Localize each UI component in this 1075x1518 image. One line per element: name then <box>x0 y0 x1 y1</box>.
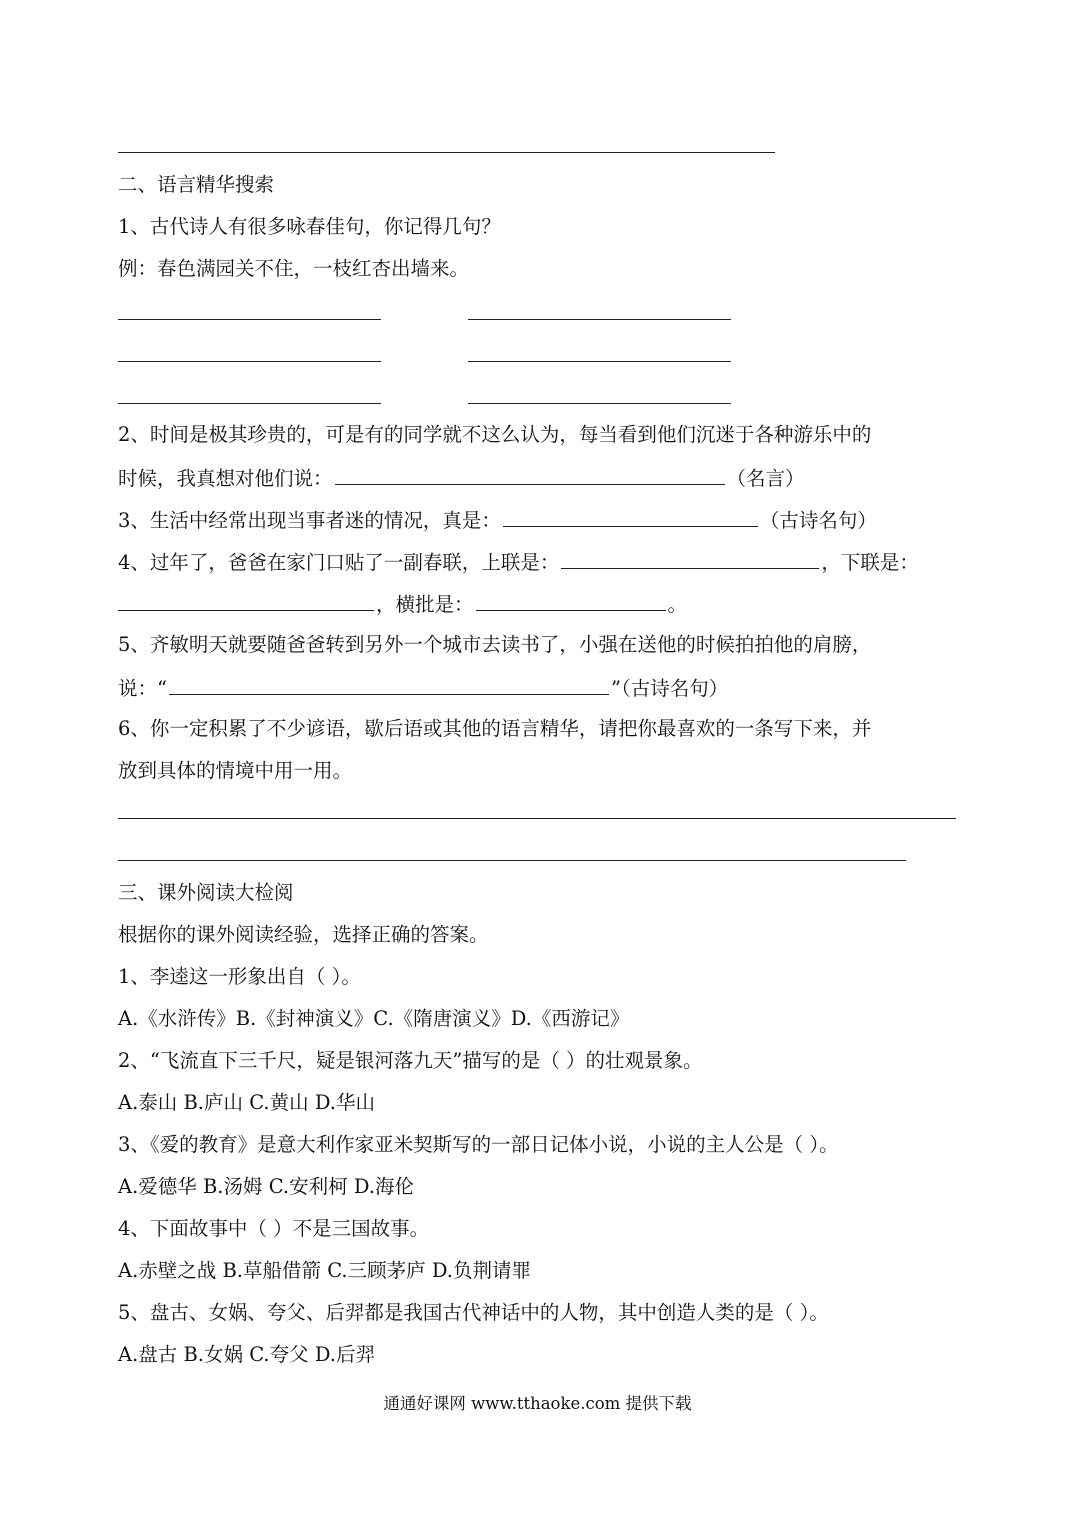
answer-line-q6-2 <box>118 860 906 861</box>
q1-example: 例：春色满园关不住，一枝红杏出墙来。 <box>118 257 470 280</box>
q5-answer-blank[interactable] <box>169 672 609 695</box>
answer-line-top <box>118 152 775 153</box>
mc-options-5: A.盘古 B.女娲 C.夸父 D.后羿 <box>118 1343 375 1366</box>
q4-line2 <box>116 588 687 620</box>
section3-intro: 根据你的课外阅读经验，选择正确的答案。 <box>118 923 489 946</box>
answer-line-q1-2b <box>468 361 731 362</box>
q5-prefix: 说：“ <box>118 677 167 700</box>
q2-suffix: （名言） <box>726 467 805 490</box>
q4-horizontal-blank[interactable] <box>476 588 666 611</box>
q5-line2 <box>118 672 728 704</box>
q3-line <box>118 504 877 536</box>
answer-line-q1-1b <box>468 319 731 320</box>
q4-line2-mid: ，横批是： <box>376 593 474 616</box>
mc-question-3: 3、《爱的教育》是意大利作家亚米契斯写的一部日记体小说，小说的主人公是（ ）。 <box>118 1133 839 1156</box>
section3-heading: 三、课外阅读大检阅 <box>118 881 294 904</box>
mc-question-5: 5、盘古、女娲、夸父、后羿都是我国古代神话中的人物，其中创造人类的是（ ）。 <box>118 1301 829 1324</box>
section2-heading: 二、语言精华搜索 <box>118 173 275 196</box>
answer-line-q6-1 <box>118 818 956 819</box>
q2-answer-blank[interactable] <box>335 462 725 485</box>
mc-options-2: A.泰山 B.庐山 C.黄山 D.华山 <box>118 1091 375 1114</box>
q5-line1: 5、齐敏明天就要随爸爸转到另外一个城市去读书了，小强在送他的时候拍拍他的肩膀， <box>118 633 872 656</box>
mc-question-1: 1、李逵这一形象出自（ ）。 <box>118 965 361 988</box>
q3-answer-blank[interactable] <box>503 504 758 527</box>
q2-prefix: 时候，我真想对他们说： <box>118 467 333 490</box>
q4-upper-blank[interactable] <box>561 546 819 569</box>
q4-line1 <box>118 546 919 578</box>
q2-line1: 2、时间是极其珍贵的，可是有的同学就不这么认为，每当看到他们沉迷于各种游乐中的 <box>118 423 872 446</box>
answer-line-q1-3b <box>468 403 731 404</box>
mc-question-2: 2、“飞流直下三千尺，疑是银河落九天”描写的是（ ）的壮观景象。 <box>118 1049 703 1072</box>
mc-question-4: 4、下面故事中（ ）不是三国故事。 <box>118 1217 430 1240</box>
q4-lower-blank[interactable] <box>118 588 374 611</box>
q4-end: 。 <box>667 593 688 616</box>
q5-suffix: ”（古诗名句） <box>610 677 729 700</box>
mc-options-1: A.《水浒传》B.《封神演义》C.《隋唐演义》D.《西游记》 <box>118 1007 630 1030</box>
answer-line-q1-3a <box>118 403 381 404</box>
q2-line2 <box>118 462 805 494</box>
mc-options-4: A.赤壁之战 B.草船借箭 C.三顾茅庐 D.负荆请罪 <box>118 1259 531 1282</box>
q6-line1: 6、你一定积累了不少谚语，歇后语或其他的语言精华，请把你最喜欢的一条写下来，并 <box>118 717 872 740</box>
q1-text: 1、古代诗人有很多咏春佳句，你记得几句？ <box>118 215 501 238</box>
q6-line2: 放到具体的情境中用一用。 <box>118 759 353 782</box>
q4-mid: ，下联是： <box>821 551 919 574</box>
answer-line-q1-2a <box>118 361 381 362</box>
page-footer: 通通好课网 www.tthaoke.com 提供下载 <box>383 1394 692 1413</box>
mc-options-3: A.爱德华 B.汤姆 C.安利柯 D.海伦 <box>118 1175 414 1198</box>
q3-prefix: 3、生活中经常出现当事者迷的情况，真是： <box>118 509 501 532</box>
q3-suffix: （古诗名句） <box>759 509 877 532</box>
answer-line-q1-1a <box>118 319 381 320</box>
q4-prefix: 4、过年了，爸爸在家门口贴了一副春联，上联是： <box>118 551 560 574</box>
